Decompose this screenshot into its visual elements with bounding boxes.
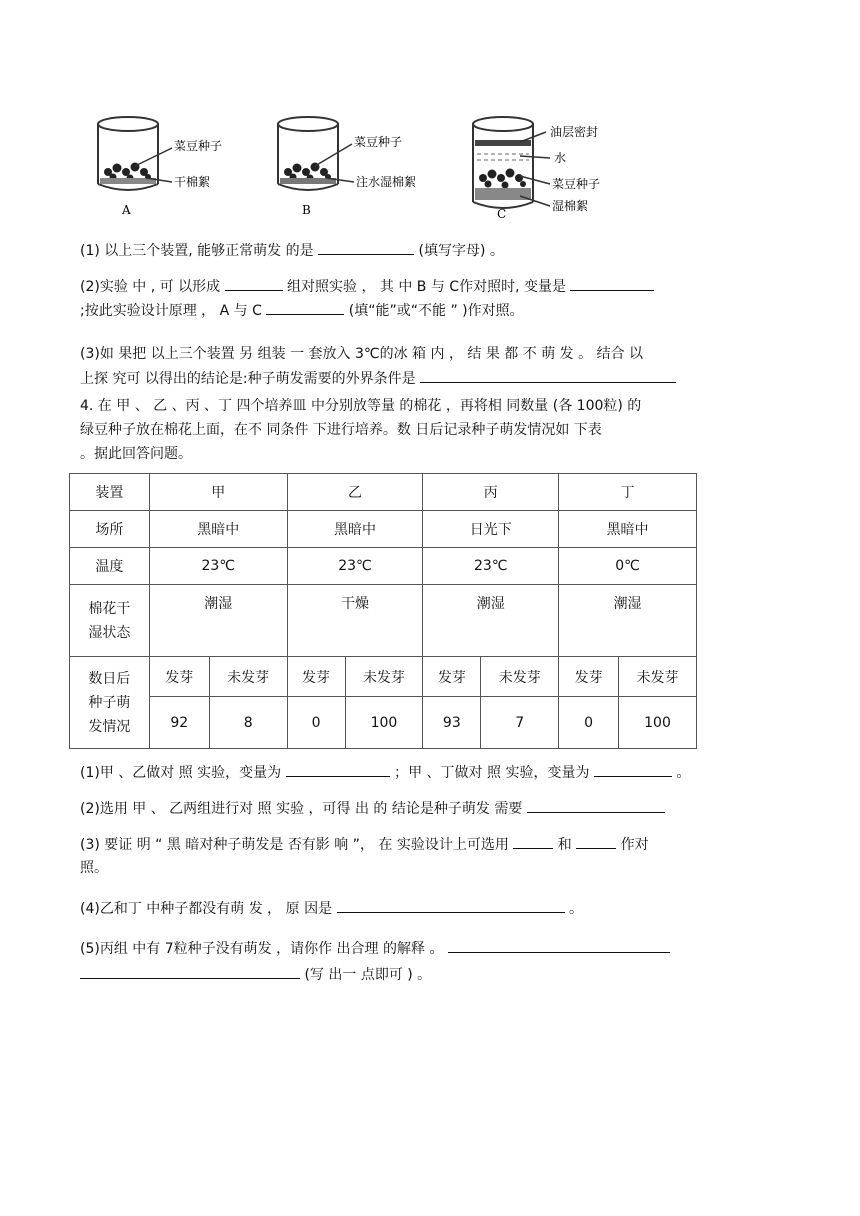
table-cell: 0 [559,697,619,749]
q4-intro-2: 绿豆种子放在棉花上面，在不 同条件 下进行培养。数 日后记录种子萌发情况如 下表 [80,422,602,438]
apparatus-figures [80,104,640,226]
answer-blank[interactable] [318,240,414,255]
table-cell: 93 [423,697,481,749]
answer-blank[interactable] [513,834,553,849]
callout-c-seed: 菜豆种子 [552,177,601,191]
q4-sub4: (4)乙和丁 中种子都没有萌 发 ， 原 因是 。 [80,898,583,919]
header-cell: 甲 [149,474,287,511]
table-row [70,585,697,657]
table-cell: 黑暗中 [287,511,423,548]
table-cell: 未发芽 [209,657,287,697]
answer-blank[interactable] [286,762,390,777]
q3-part1: (1) 以上三个装置, 能够正常萌发 的是 (填写字母) 。 [80,240,504,261]
table-cell: 未发芽 [619,657,697,697]
q3-part2-line2: ;按此实验设计原理 ， A 与 C (填“能”或“不能 ” )作对照。 [80,300,524,321]
germination-table [69,473,697,749]
answer-blank[interactable] [337,898,565,913]
q4-sub5-line2: (写 出一 点即可 ) 。 [80,964,431,985]
q4-intro-3: 。据此回答问题。 [80,446,192,462]
q4-sub2: (2)选用 甲 、 乙两组进行对 照 实验 ，可得 出 的 结论是种子萌发 需要 [80,798,665,819]
table-cell: 干燥 [287,585,423,657]
answer-blank[interactable] [570,276,654,291]
answer-blank[interactable] [527,798,665,813]
table-cell: 发芽 [423,657,481,697]
callout-a-seed: 菜豆种子 [174,139,223,153]
callout-b-seed: 菜豆种子 [354,135,403,149]
table-row [70,657,697,697]
row-label: 场所 [70,511,150,548]
answer-blank[interactable] [80,964,300,979]
q4-sub1: (1)甲 、乙做对 照 实验，变量为 ；甲 、丁做对 照 实验，变量为 。 [80,762,690,783]
table-cell: 未发芽 [345,657,423,697]
q3-part3-line2: 上探 究可 以得出的结论是:种子萌发需要的外界条件是 [80,368,676,389]
table-cell: 7 [481,697,559,749]
table-cell: 发芽 [287,657,345,697]
table-cell: 黑暗中 [149,511,287,548]
table-cell: 日光下 [423,511,559,548]
header-cell: 乙 [287,474,423,511]
table-cell: 潮湿 [423,585,559,657]
answer-blank[interactable] [266,300,344,315]
table-cell: 23℃ [287,548,423,585]
apparatus-a [98,117,222,217]
callout-b-cotton: 注水湿棉絮 [356,175,417,189]
table-row [70,548,697,585]
table-cell: 潮湿 [559,585,697,657]
table-cell: 100 [345,697,423,749]
callout-c-water: 水 [554,151,567,165]
q4-sub3-line2: 照。 [80,860,108,876]
callout-c-cotton: 湿棉絮 [552,199,589,213]
apparatus-c [473,117,600,221]
row-label: 数日后 种子萌 发情况 [70,657,150,749]
q3-part3-line1: (3)如 果把 以上三个装置 另 组装 一 套放入 3℃的冰 箱 内 ， 结 果 都 不 萌 发 。 结合 以 [80,346,644,362]
answer-blank[interactable] [225,276,283,291]
table-cell: 发芽 [559,657,619,697]
table-cell: 23℃ [149,548,287,585]
header-cell: 装置 [70,474,150,511]
header-cell: 丙 [423,474,559,511]
q4-intro-1: 4. 在 甲 、 乙 、丙 、丁 四个培养皿 中分别放等量 的棉花 ，再将相 同数量 (各 100粒) 的 [80,398,642,414]
table-row [70,511,697,548]
callout-a-cotton: 干棉絮 [174,175,211,189]
answer-blank[interactable] [576,834,616,849]
table-cell: 100 [619,697,697,749]
table-cell: 发芽 [149,657,209,697]
q4-sub3-line1: (3) 要证 明 “ 黑 暗对种子萌发是 否有影 响 ”， 在 实验设计上可选用 和 作对 [80,834,649,855]
table-cell: 黑暗中 [559,511,697,548]
table-cell: 0 [287,697,345,749]
row-label: 棉花干 湿状态 [70,585,150,657]
table-cell: 92 [149,697,209,749]
callout-c-oil: 油层密封 [550,125,599,139]
answer-blank[interactable] [448,938,670,953]
table-row [70,697,697,749]
row-label: 温度 [70,548,150,585]
apparatus-b [278,117,416,217]
table-cell: 23℃ [423,548,559,585]
table-cell: 潮湿 [149,585,287,657]
answer-blank[interactable] [420,368,676,383]
label-c: C [497,207,507,221]
label-a: A [122,203,131,217]
table-cell: 0℃ [559,548,697,585]
table-cell: 未发芽 [481,657,559,697]
label-b: B [302,203,311,217]
table-cell: 8 [209,697,287,749]
table-row [70,474,697,511]
header-cell: 丁 [559,474,697,511]
q3-part2-line1: (2)实验 中 , 可 以形成 组对照实验 ， 其 中 B 与 C作对照时, 变量是 [80,276,654,297]
answer-blank[interactable] [594,762,672,777]
q4-sub5-line1: (5)丙组 中有 7粒种子没有萌发 ，请你作 出合理 的解释 。 [80,938,670,959]
